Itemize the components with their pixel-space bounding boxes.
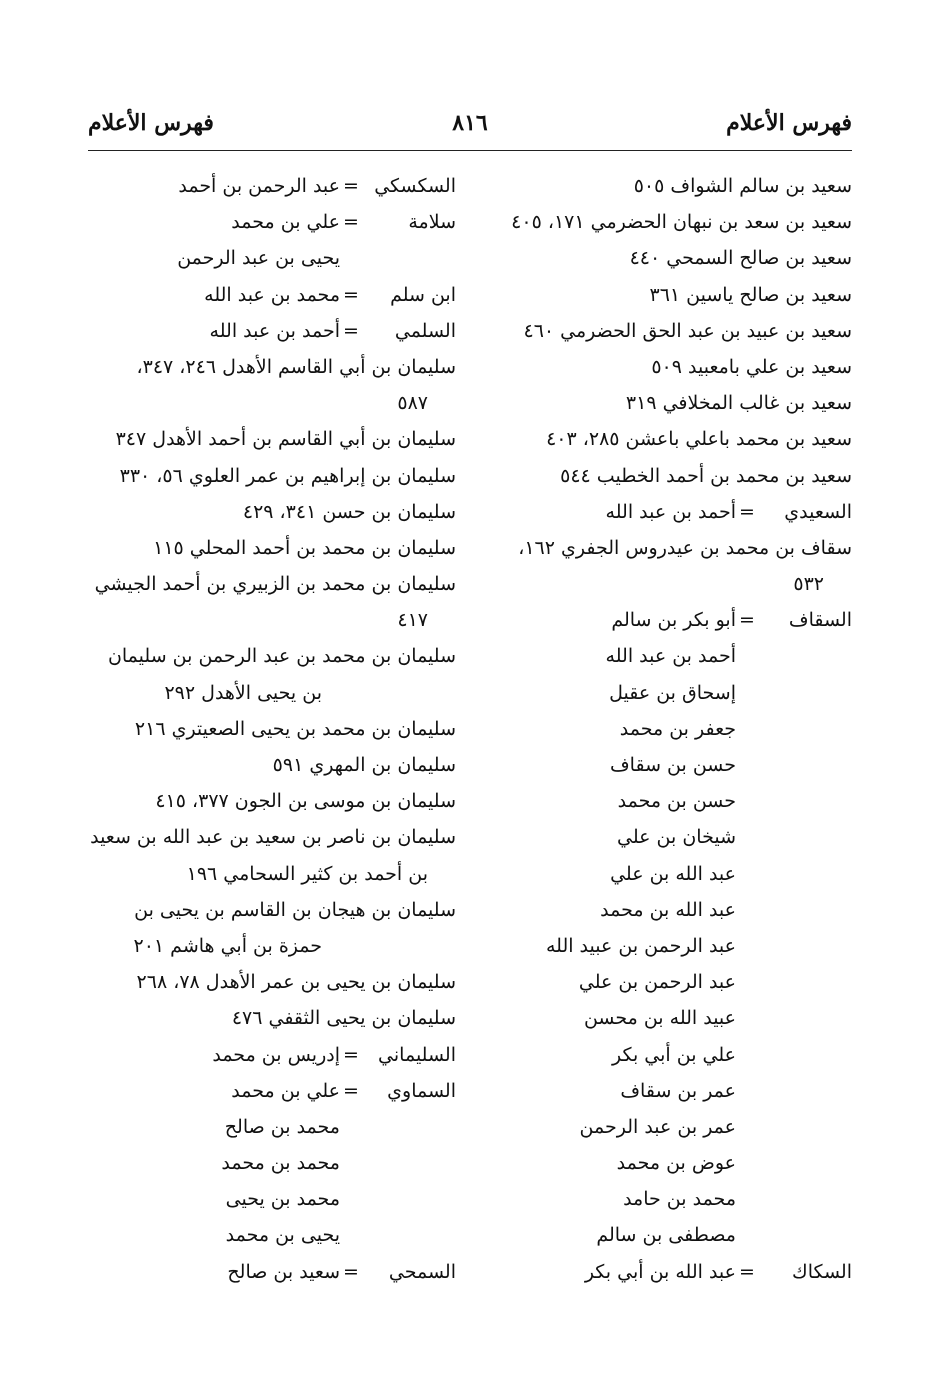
cross-reference-label: سلامة: [408, 211, 456, 234]
cross-reference-continuation: حسن بن سقاف: [609, 754, 736, 776]
index-entry: سليمان بن محمد بن يحيى الصعيتري ٢١٦: [134, 717, 456, 740]
index-entry: سعيد بن سالم الشواف ٥٠٥: [633, 175, 852, 197]
index-entry: بن أحمد بن كثير السحامي ١٩٦: [186, 862, 428, 885]
cross-reference-entry: [82, 313, 456, 349]
index-entry: سعيد بن صالح السمحي ٤٤٠: [629, 247, 852, 270]
equals-sign: =: [739, 500, 755, 523]
index-entry: سليمان بن يحيى الثقفي ٤٧٦: [231, 1007, 456, 1030]
cross-reference-continuation: عبيد الله بن محسن: [583, 1007, 736, 1030]
index-entry: سليمان بن محمد بن أحمد المحلي ١١٥: [153, 536, 456, 559]
index-entry: سعيد بن علي بامعبيد ٥٠٩: [651, 355, 852, 378]
index-entry: سليمان بن محمد بن عبد الرحمن بن سليمان: [107, 645, 456, 668]
index-entry: سليمان بن يحيى بن عمر الأهدل ٧٨، ٢٦٨: [136, 971, 456, 994]
cross-reference-continuation: إسحاق بن عقيل: [609, 681, 736, 704]
page-number: ٨١٦: [452, 110, 488, 136]
cross-reference-entry: [82, 204, 456, 240]
cross-reference-label: السليماني: [378, 1043, 456, 1066]
cross-reference-target: عبد الرحمن بن أحمد: [178, 175, 340, 197]
cross-reference-target: علي بن محمد: [231, 1079, 340, 1102]
cross-reference-label: السلمي: [394, 319, 456, 342]
index-entry: سعيد بن محمد بن أحمد الخطيب ٥٤٤: [560, 464, 852, 487]
cross-reference-target: إدريس بن محمد: [212, 1043, 340, 1066]
cross-reference-label: السعيدي: [784, 500, 852, 523]
cross-reference-entry: [482, 602, 852, 638]
index-entry: سليمان بن أبي القاسم بن أحمد الأهدل ٣٤٧: [115, 428, 456, 451]
cross-reference-target: عبد الله بن أبي بكر: [584, 1260, 736, 1283]
cross-reference-continuation: جعفر بن محمد: [619, 717, 736, 740]
equals-sign: =: [343, 1079, 359, 1102]
equals-sign: =: [343, 1043, 359, 1066]
index-entry: سعيد بن صالح ياسين ٣٦١: [649, 283, 852, 306]
index-entry: حمزة بن أبي هاشم ٢٠١: [133, 934, 322, 957]
cross-reference-label: السكسكي: [374, 175, 456, 197]
cross-reference-continuation: عبد الله بن محمد: [600, 898, 736, 921]
equals-sign: =: [343, 211, 359, 234]
running-title-right: فهرس الأعلام: [726, 110, 852, 136]
cross-reference-continuation: عبد الله بن علي: [610, 862, 736, 885]
cross-reference-entry: [82, 1254, 456, 1290]
cross-reference-continuation: محمد بن يحيى: [225, 1188, 340, 1211]
index-entry: ٥٣٢: [793, 573, 824, 596]
cross-reference-continuation: يحيى بن محمد: [225, 1224, 340, 1247]
index-column-right: [482, 168, 852, 1290]
cross-reference-continuation: يحيى بن عبد الرحمن: [177, 247, 340, 270]
equals-sign: =: [343, 319, 359, 342]
cross-reference-label: السماوي: [387, 1079, 456, 1102]
header-rule: [88, 150, 852, 151]
index-entry: سليمان بن حسن ٣٤١، ٤٢٩: [242, 500, 456, 523]
cross-reference-label: السمحي: [388, 1260, 456, 1283]
cross-reference-continuation: محمد بن حامد: [623, 1188, 736, 1211]
page-header: [88, 110, 852, 150]
cross-reference-target: سعيد بن صالح: [227, 1260, 340, 1283]
index-entry: سقاف بن محمد بن عيدروس الجفري ١٦٢،: [518, 536, 852, 559]
cross-reference-continuation: عمر بن سقاف: [620, 1079, 736, 1102]
equals-sign: =: [343, 175, 359, 197]
cross-reference-target: أحمد بن عبد الله: [605, 500, 736, 523]
index-entry: سليمان بن محمد بن الزبيري بن أحمد الجيشي: [94, 573, 456, 596]
index-entry: سعيد بن سعد بن نبهان الحضرمي ١٧١، ٤٠٥: [511, 211, 852, 234]
cross-reference-continuation: عبد الرحمن بن عبيد الله: [545, 934, 736, 957]
cross-reference-continuation: حسن بن محمد: [617, 790, 736, 813]
cross-reference-continuation: شيخان بن علي: [617, 826, 736, 849]
cross-reference-entry: [82, 1037, 456, 1073]
index-entry: سليمان بن ناصر بن سعيد بن عبد الله بن سعيد: [90, 826, 456, 849]
cross-reference-target: محمد بن عبد الله: [204, 283, 340, 306]
index-entry: سعيد بن محمد باعلي باعشن ٢٨٥، ٤٠٣: [546, 428, 852, 451]
cross-reference-label: السكاك: [792, 1260, 852, 1283]
cross-reference-target: أبو بكر بن سالم: [611, 609, 736, 632]
cross-reference-continuation: عبد الرحمن بن علي: [578, 971, 736, 994]
equals-sign: =: [343, 1260, 359, 1283]
cross-reference-continuation: عمر بن عبد الرحمن: [579, 1115, 736, 1138]
cross-reference-label: السقاف: [788, 609, 852, 632]
index-entry: سليمان بن إبراهيم بن عمر العلوي ٥٦، ٣٣٠: [119, 464, 456, 487]
index-entry: سليمان بن موسى بن الجون ٣٧٧، ٤١٥: [155, 790, 456, 813]
cross-reference-target: أحمد بن عبد الله: [209, 319, 340, 342]
equals-sign: =: [739, 1260, 755, 1283]
index-entry: ٥٨٧: [397, 392, 428, 415]
cross-reference-target: علي بن محمد: [231, 211, 340, 234]
cross-reference-entry: [482, 1254, 852, 1290]
index-entry: سليمان بن المهري ٥٩١: [272, 754, 456, 776]
index-entry: بن يحيى الأهدل ٢٩٢: [164, 681, 322, 704]
equals-sign: =: [343, 283, 359, 306]
cross-reference-continuation: علي بن أبي بكر: [611, 1043, 736, 1066]
index-column-left: [82, 168, 456, 1290]
cross-reference-entry: [82, 277, 456, 313]
index-entry: سعيد بن غالب المخلافي ٣١٩: [625, 392, 852, 415]
equals-sign: =: [739, 609, 755, 632]
cross-reference-continuation: عوض بن محمد: [616, 1152, 736, 1175]
index-entry: ٤١٧: [397, 609, 428, 632]
index-entry: سعيد بن عبيد بن عبد الحق الحضرمي ٤٦٠: [523, 319, 852, 342]
running-title-left: فهرس الأعلام: [88, 110, 214, 136]
cross-reference-entry: [82, 1073, 456, 1109]
cross-reference-continuation: محمد بن محمد: [221, 1152, 340, 1175]
cross-reference-continuation: أحمد بن عبد الله: [605, 645, 736, 668]
cross-reference-continuation: مصطفى بن سالم: [596, 1224, 736, 1247]
cross-reference-entry: [82, 168, 456, 204]
index-entry: سليمان بن أبي القاسم الأهدل ٢٤٦، ٣٤٧،: [136, 355, 456, 378]
cross-reference-entry: [482, 494, 852, 530]
index-entry: سليمان بن هيجان بن القاسم بن يحيى بن: [134, 898, 456, 921]
cross-reference-continuation: محمد بن صالح: [224, 1115, 340, 1138]
cross-reference-label: ابن سلم: [390, 283, 456, 306]
